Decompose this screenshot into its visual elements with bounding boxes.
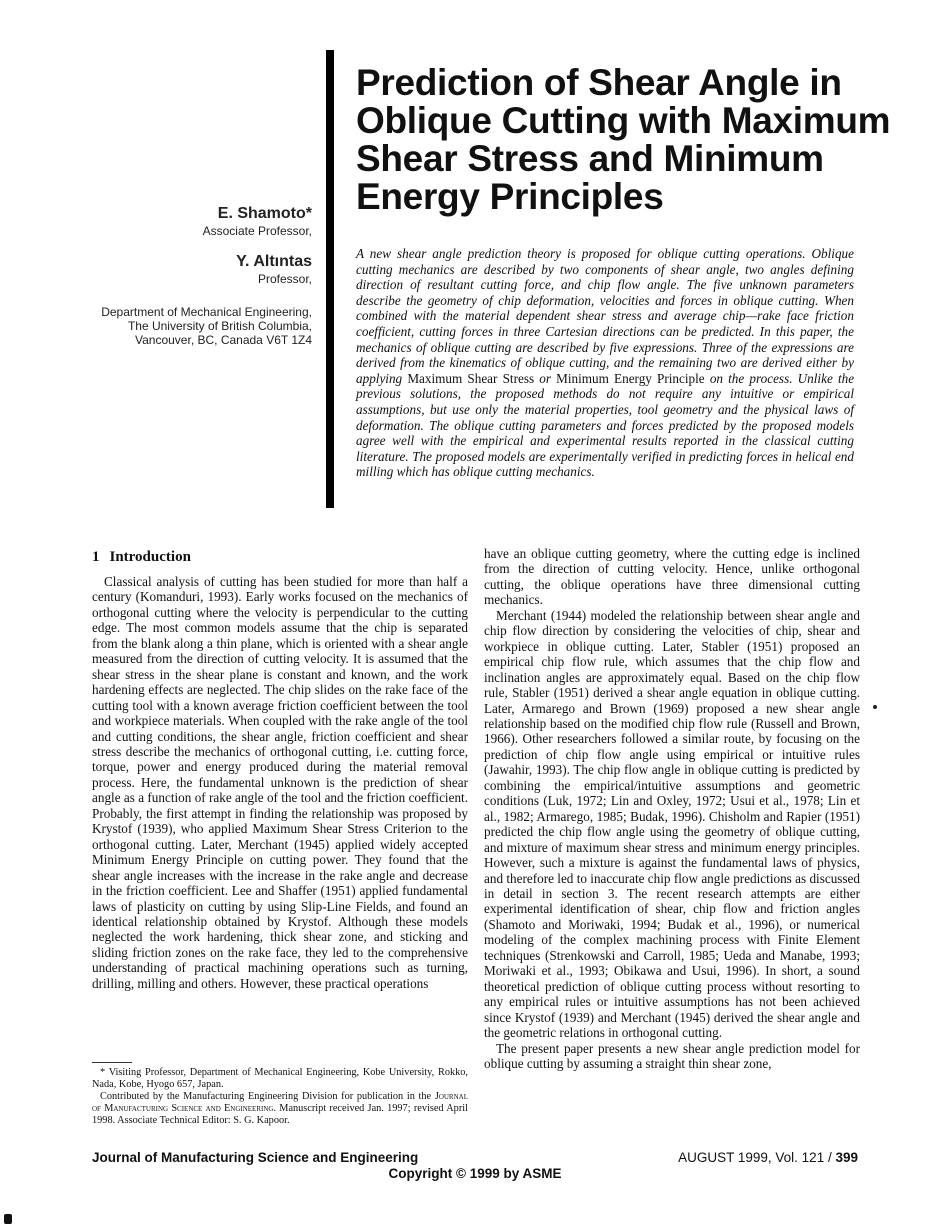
footnote-visiting: * Visiting Professor, Department of Mechanical Engineering, Kobe University, Rokko, Nada, Kobe, Hyogo 657, Japan. <box>92 1067 468 1090</box>
title-accent-bar <box>326 50 334 508</box>
affiliation-line: Department of Mechanical Engineering, <box>101 305 312 319</box>
title-line: Shear Stress and Minimum <box>356 138 824 179</box>
footnotes <box>92 1067 468 1127</box>
title-line: Energy Principles <box>356 176 664 217</box>
footnote-contribution <box>92 1091 468 1127</box>
section-heading <box>92 548 468 566</box>
section-number: 1 <box>92 549 100 565</box>
author-name: E. Shamoto* <box>217 205 312 222</box>
footer-issue-text: AUGUST 1999, Vol. 121 / <box>678 1150 832 1165</box>
section-title: Introduction <box>109 549 191 565</box>
affiliation <box>0 305 312 347</box>
abstract-text: or <box>539 370 551 386</box>
abstract-text: on the process. Unlike the previous solutions, the proposed methods do not require any intuitive or empirical assumptions, but use only the material properties, tool geometry and the physical laws of deformation. The oblique cutting parameters and forces predicted by the proposed models agree well with the empirical and experimental results reported in the classical cutting literature. The proposed models are experimentally verified in predicting forces in helical end milling which has oblique cutting mechanics. <box>356 370 855 480</box>
affiliation-line: Vancouver, BC, Canada V6T 1Z4 <box>135 333 312 347</box>
scan-corner-mark <box>4 1214 12 1224</box>
author-name: Y. Altıntas <box>236 253 312 270</box>
body-paragraph: The present paper presents a new shear angle prediction model for oblique cutting by assuming a straight thin shear zone, <box>484 1040 860 1071</box>
footnote-text: . Manuscript received Jan. 1997; revised April 1998. Associate Technical Editor: S. G. Kapoor. <box>92 1103 468 1126</box>
scan-speck <box>873 705 877 709</box>
affiliation-line: The University of British Columbia, <box>127 319 312 333</box>
page-number: 399 <box>835 1150 858 1165</box>
footnote-journal: Journal of Manufacturing Science and Engineering <box>92 1091 468 1114</box>
author-block <box>0 204 312 347</box>
abstract <box>356 246 854 480</box>
title-line: Oblique Cutting with Maximum <box>356 100 891 141</box>
footer-copyright: Copyright © 1999 by ASME <box>388 1166 562 1181</box>
footer-journal: Journal of Manufacturing Science and Engineering <box>92 1150 419 1165</box>
author-role: Professor, <box>257 272 312 286</box>
body-paragraph: Merchant (1944) modeled the relationship between shear angle and chip flow direction by considering the velocities of chip, shear and workpiece in oblique cutting. Later, Stabler (1951) proposed an empirical chip flow rule, which assumes that the chip flow and inclination angles are approximately equal. Based on the chip flow rule, Stabler (1951) derived a shear angle equation in oblique cutting. Later, Armarego and Brown (1969) proposed a new shear angle relationship based on the modified chip flow rule (Russell and Brown, 1966). Other researchers followed a similar route, by focusing on the prediction of chip flow angle using empirical or intuitive rules (Jawahir, 1993). The chip flow angle in oblique cutting is predicted by combining the empirical/intuitive assumptions and geometric conditions (Luk, 1972; Lin and Oxley, 1972; Usui et al., 1978; Lin et al., 1982; Armarego, 1985; Budak, 1996). Chisholm and Rapier (1951) predicted the chip flow angle using the geometry of oblique cutting, and mixture of maximum shear stress and minimum energy principles. However, such a mixture is against the fundamental laws of physics, and therefore led to inaccurate chip flow angle predictions as discussed in detail in section 3. The recent research attempts are either experimental identification of shear, chip flow and friction angles (Shamoto and Moriwaki, 1994; Budak et al., 1996), or numerical modeling of the complex machining process with Finite Element techniques (Strenkowski and Carroll, 1985; Ueda and Manabe, 1993; Moriwaki et al., 1993; Obikawa and Usui, 1996). In short, a sound theoretical prediction of oblique cutting process without resorting to any empirical rules or intuitive assumptions has not been achieved since Krystof (1939) and Merchant (1945) derived the shear angle and the geometric relations in orthogonal cutting. <box>484 607 860 1041</box>
footnote-text: Contributed by the Manufacturing Engineering Division for publication in the <box>100 1091 432 1102</box>
abstract-text: A new shear angle prediction theory is proposed for oblique cutting operations. Oblique cutting mechanics are described by two components of shear angle, two angles defining direction of resultant cutting force, and chip flow angle. The five unknown parameters describe the geometry of chip deformation, velocities and forces in oblique cutting. When combined with the material dependent shear stress and average chip—rake face friction coefficient, cutting forces in three Cartesian directions can be predicted. In this paper, the mechanics of oblique cutting are described by five expressions. Three of the expressions are derived from the kinematics of oblique cutting, and the remaining two are derived either by applying <box>356 246 854 386</box>
abstract-term: Maximum Shear Stress <box>407 370 535 386</box>
title-line: Prediction of Shear Angle in <box>356 62 842 103</box>
footnote-rule <box>92 1062 132 1063</box>
footer-issue <box>678 1150 858 1165</box>
abstract-term: Minimum Energy Principle <box>556 370 705 386</box>
right-column <box>484 546 860 1071</box>
left-column <box>92 548 468 991</box>
body-paragraph: have an oblique cutting geometry, where the cutting edge is inclined from the direction of cutting velocity. Hence, unlike orthogonal cutting, the oblique operations have three dimensional cutting mechanics. <box>484 546 860 608</box>
body-paragraph: Classical analysis of cutting has been studied for more than half a century (Komanduri, 1993). Early works focused on the mechanics of orthogonal cutting where the velocity is perpendicular to the cutting edge. The most common models assume that the chip is separated from the blank along a thin plane, which is oriented with a shear angle measured from the direction of cutting velocity. It is assumed that the shear stress in the shear plane is constant and known, and the work hardening effects are neglected. The chip slides on the rake face of the cutting tool with a known average friction coefficient between the tool and workpiece materials. When coupled with the rake angle of the tool and cutting conditions, the shear angle, friction coefficient and shear stress describe the mechanics of orthogonal cutting, i.e. cutting force, torque, power and energy produced during the material removal process. Here, the fundamental unknown is the prediction of shear angle as a function of rake angle of the tool and the friction coefficient. Probably, the first attempt in finding the relationship was proposed by Krystof (1939), who applied Maximum Shear Stress Criterion to the orthogonal cutting. Later, Merchant (1945) applied widely accepted Minimum Energy Principle on cutting power. They found that the shear angle increases with the increase in the rake angle and decrease in the friction coefficient. Lee and Shaffer (1951) applied fundamental laws of plasticity on cutting by using Slip-Line Fields, and found an identical relationship obtained by Krystof. Although these models neglected the work hardening, thick shear zone, and sticking and sliding friction zones on the rake face, they led to the comprehensive understanding of practical machining operations such as turning, drilling, milling and others. However, these practical operations <box>92 574 468 991</box>
paper-title <box>356 62 891 217</box>
author-role: Associate Professor, <box>202 224 312 238</box>
